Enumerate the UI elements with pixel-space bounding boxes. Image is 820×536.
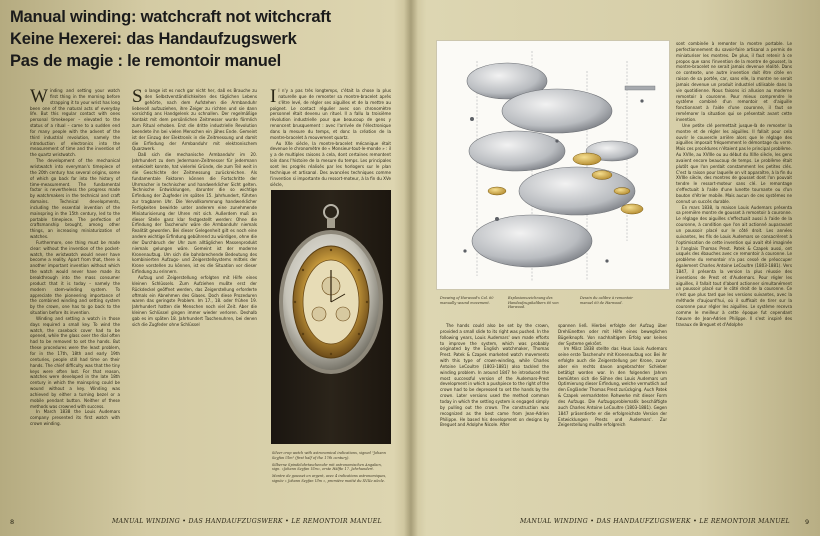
paragraph: In March 1838 the Louis Audemars company presented its first watch with crown winding. — [30, 409, 120, 427]
article-column-german-cont — [558, 323, 667, 528]
drop-cap: S — [132, 88, 143, 107]
paragraph: Aufzug und Zeigerstellung erfolgten mit Hilfe eines kleinen Schlüssels. Zum Aufziehen mußte erst der Rückdeckel geöffnet werden, das Zeigerstellung erforderte oftmals ein Abnehmen des Glases. Doch diese Prozeduren waren das geringste Problem. Im 17., 18. oder frühen 19. Jahrhundert hatten die Menschen noch viel Zeit. Aber die kleinen Schlüssel gingen immer wieder verloren. Deshalb gab es im späten 18. Jahrhundert Taschenuhren, bei denen sich die Zugfeder ohne Schlüssel — [132, 275, 257, 327]
paragraph: Furthermore, one thing must be made clear: without the invention of the pocket-watch, the wristwatch would never have become a reality. Apart from that, there is another important invention without which the watch would never have made its breakthrough into the mass consumer product that it is today – namely the modern stem-winding system. To appreciate the pioneering importance of the combined winding and setting system by the crown, one has to go back to the situation before its invention. — [30, 239, 120, 316]
article-column-english — [30, 88, 120, 528]
paragraph: l n'y a pas très longtemps, c'était la chose la plus naturelle que de remonter sa montre-bracelet après s'être levé, de régler ses aiguilles et de la mettre au poignet. Le contact régulier avec son chronomètre personnel était devenu un rituel. Il a fallu la troisième révolution industrielle pour que beaucoup de gens y renoncent brusquement : avec l'arrivée de l'électronique dans la mesure du temps, et donc la création de la montre-bracelet à mouvement quartz. — [270, 88, 391, 140]
drop-cap: I — [270, 88, 277, 107]
running-footer-right: MANUAL WINDING • DAS HANDAUFZUGSWERK • LE REMONTOIR MANUEL — [520, 518, 790, 525]
diagram-caption-german: Explosionszeichnung des Handaufzugskalibers 60 von Harwood. — [508, 296, 559, 309]
paragraph: Daß sich die mechanische Armbanduhr im 20. Jahrhundert zu dem Jedermann-Zeitmesser für jedermann entwickelt konnte, hat vielerlei Gründe, die zum Teil weit in die Geschichte der Zeitmessung zurückreichen. Als fundamentale Faktoren können die Fortschritte der Uhrmacher in technischer und handwerklicher Sicht gelten. Technische Entwicklungen, darunter die so wichtige Erfindung der Zugfeder im späten 15. Jahrhundert, führten zur tragbaren Uhr. Die Vervollkommnung handwerklicher Fertigkeiten bewirkte unter anderem eine zunehmende Miniaturisierung der Uhren mit sich. Außerdem muß an dieser Stelle ganz klar festgestellt werden: Ohne die Erfindung der Taschenuhr wäre die Armbanduhr niemals Realität geworden. Bei dieser Gelegenheit gilt es noch eine andere wichtige Erfindung gebührend zu würdigen, ohne die der Durchbruch der Uhr zum alltäglichen Massenprodukt niemals gelungen wäre. Gemeint ist der moderne Kronenaufzug. Um sich die bahnbrechende Bedeutung des kombinierten Aufzugs- und Zeigerstellsystems mittels der Krone vorstellen zu können, ist es die Situation vor dieser Erfindung zu erinnern. — [132, 152, 257, 275]
pocket-watch-icon — [271, 190, 391, 444]
paragraph: Im März 1838 stellte das Haus Louis Audemars seine erste Taschenuhr mit Kronenaufzug vor. Bei ihr erfolgte auch die Zeigerstellung per Krone, zuvor aber ein rechts davon angebrachter Schieber betätigt worden war. In den folgenden Jahren bemühten sich die Söhne des Louis Audemars um Optimierung dieser Erfindung, welche vermutlich auf den Engländer Thomas Prest zurückging. Auch Patek & Czapek vermarkteten Rohwerke mit dieser Form des Aufzugs. Die Aufzugsproblematik beschäftigte auch Charles Antoine LeCoultre (1803-1881). Gegen 1847 präsentierte er die erfolgreichste Version der Entwicklungen Prests und Audemars'. Zur Zeigerstellung mußte erfolgreich — [558, 346, 667, 428]
article-column-english-cont — [440, 323, 549, 528]
drop-cap: W — [30, 88, 48, 107]
article-column-german — [132, 88, 257, 518]
running-footer-left: MANUAL WINDING • DAS HANDAUFZUGSWERK • LE REMONTOIR MANUEL — [112, 518, 382, 525]
paragraph: Une petite clé permettait jusque-là de remonter la montre et de régler les aiguilles. Il fallait pour cela ouvrir le couvercle arrière alors que le réglage des aiguilles imposait fréquemment le démontage du verre. Mais ces procédures n'étaient pas le principal problème. Au XVIIe, au XVIIIe ou au début du XIXe siècle, les gens avaient encore beaucoup de temps. Le problème était plutôt que l'on perdait constamment les petites clés. C'est la raison pour laquelle on vit apparaître, à la fin du XVIIIe siècle, des montres de gousset dont l'on pouvait tendre le ressort-moteur sans clé. Le remontage s'effectuait à l'aide d'une lunette tournante ou d'un bouton d'étrier mobile. Mais aucun de ces systèmes ne connut un succès durable. — [676, 122, 792, 204]
watch-photo-caption — [272, 451, 390, 484]
page-number-left: 8 — [10, 518, 15, 526]
diagram-caption-french: Dessin du calibre à remontoir manuel 60 de Harwood. — [580, 296, 633, 305]
caption-english: Silver crop watch with astronomical indications, signed "Johann Seyfan Ulm" (first half of the 17th century). — [272, 451, 386, 460]
exploded-movement-diagram — [436, 40, 670, 290]
title-german: Keine Hexerei: das Handaufzugswerk — [10, 30, 297, 48]
paragraph: En mars 1838, la maison Louis Audemars présenta sa première montre de gousset à remontoir à couronne. Le réglage des aiguilles s'effectuait aussi à l'aide de la couronne, à condition que l'on ait actionné auparavant un poussoir placé sur le côté droit. Les années suivantes, les fils de Louis Audemars se consacrèrent à l'optimisation de cette invention qui avait été imaginée à l'anglais Thomas Prest. Patek & Czapek aussi, ont usqués des ébauches avec ce remontoir à couronne. Le problème du remontoir n'a pas cessé de préoccuper également Charles Antoine LeCoultre (1803-1881). Vers 1847, il présenta la version la plus réussie des inventions de Prest et d'Audemars. Pour régler les aiguilles, il fallait tout d'abord actionner simultanément un poussoir placé sur le côté droit de la couronne. Ce n'est que plus tard que les versions suivantes, avec la méthode d'aujourd'hui, où il suffisait de tirer sur la couronne pour régler les aiguilles. Le système recevra comme le meilleur à cette époque fut cependant l'œuvre de Jean-Adrien Philippe. Il s'est inspiré des travaux de Breguet et d'Adolphe — [676, 204, 792, 327]
pocket-watch-photo — [271, 190, 391, 444]
paragraph: The hands could also be set by the crown, provided a small slide to its right was pushed. In the following years, Louis Audemars' own made efforts to improve the system, which was probably originated by the English watchmaker, Thomas Prest. Patek & Czapek marketed watch movements with this type of crown-winding, while Charles Antoine LeCoultre (1803-1881) also tackled the winding problem. In around 1847 he introduced the most successful version of the Audemars-Prest development in which a pushpiece to the right of the crown had to be depressed to set the hands by the crown. Later versions used the method common today in which the setting system is engaged simply by pulling out the crown. The construction was recognized as the best came from Jean-Adrien Philippe. He based his development on designs by Breguet and Adolphe Nicole. After — [440, 323, 549, 428]
diagram-caption-english: Drawing of Harwood's Cal. 60 manually wound movement. — [440, 296, 494, 305]
paragraph: spannen ließ. Hierbei erfolgte der Aufzug über Drehlünetten oder mit Hilfe eines beweglichen Bügelknopfs. Von nachhaltigem Erfolg war keines der Systeme gekrönt. — [558, 323, 667, 346]
caption-german: Silberne Spindeluhrtaschenuhr mit astronomischen Angaben, sign. «Johann Seyfan Ulm», erste Hälfte 17. Jahrhundert. — [272, 462, 382, 472]
page-number-right: 9 — [805, 518, 810, 526]
title-french: Pas de magie : le remontoir manuel — [10, 52, 282, 70]
paragraph: sont combinée à remonter la montre portable. Le perfectionnement du savoir-faire artisanal a permis de miniaturiser les montres. De plus, il faut retenir à ce propos que sans l'invention de la montre de gousset, la montre-bracelet ne serait jamais devenue réalité. Dans ce contexte, une autre invention doit être citée en raison de sa portée, car, sans elle, la montre ne serait jamais devenue un produit industriel utilisable dans la vie quotidienne. Nous faisons ici allusion au moderne remontoir à couronne. Pour mieux comprendre le système combiné d'un remontoir et d'aiguille fonctionnant à l'aide d'une couronne, il faut se remémorer la situation qui se présentait avant cette invention. — [676, 41, 792, 122]
caption-french: Montre de gousset en argent, avec 4 indications astronomiques, signée « Johann Seyfan Ulm », première moitié du XVIIe siècle. — [272, 474, 387, 483]
exploded-movement-icon — [437, 41, 669, 289]
paragraph: inding and setting your watch first thing in the morning before strapping it to your wrist has long been one of the natural acts of everyday life. But this regular contact with ones personal timekeeper – elevated to the status of a ritual – came to a sudden end for many people with the advent of the third industrial revolution, namely the introduction of electronics into the measurement of time and the invention of the quartz wristwatch. — [30, 88, 120, 158]
paragraph: Winding and setting a watch in those days required a small key. To wind the watch, the caseback cover had to be opened, while the glass over the dial often had to be removed to set the hands. But these procedures were the least problem, for in the 17th, 18th and early 19th centuries, people still had time on their hands. The chief difficulty was that the tiny keys were often lost. For that reason, watches were developed in the late 18th century in which the mainspring could be wound without a key. Winding was achieved by either a turning bezel or a mobile pendant button. Neither of these methods was crowned with success. — [30, 315, 120, 409]
paragraph: Au XXe siècle, la montre-bracelet mécanique était devenue le chronomètre de « Monsieur-tout-le-monde » : il y a de multiples raisons à cela, dont certaines remontent loin dans l'histoire de la mesure du temps. Les principales sont les progrès réalisés par les horlogers sur le plan technique et artisanal. Des avancées techniques comme l'invention si importante du ressort-moteur, à la fin du XVe siècle, — [270, 140, 391, 187]
title-english: Manual winding: watchcraft not witchcraft — [10, 8, 331, 26]
paragraph: The development of the mechanical wristwatch into everyman's timepiece of the 20th century has several origins, some of which go back far into the history of time-measurement. The fundamental factor is nevertheless the progress made by watchmakers in the technical and craft domains. Technical developments, including the essential invention of the mainspring in the 15th century, led to the portable timepiece. The perfection of craftsmanship brought, among other things, an increasing miniaturization of watches. — [30, 158, 120, 240]
page-gutter — [404, 0, 418, 536]
paragraph: o lange ist es noch gar nicht her, daß es Brauche zu den Selbstverständlichkeiten des täglichen Lebens gehörte, nach dem Aufstehen die Armbanduhr liebevoll aufzuziehen, ihre Zeiger zu richten und sie dann vorsichtig ans Handgelenk zu schnallen. Der regelmäßige Kontakt mit dem persönlichen Zeitmesser wurde förmlich zum Ritual erhoben. Erst die dritte industrielle Revolution beendete ihn bei vielen Menschen ein jähes Ende. Gemeint ist der Einzug der Elektronik in die Zeitmessung und damit die Erfindung der Armbanduhr mit elektronischem Quarzwerk. — [132, 88, 257, 152]
article-column-french-cont — [676, 41, 792, 528]
